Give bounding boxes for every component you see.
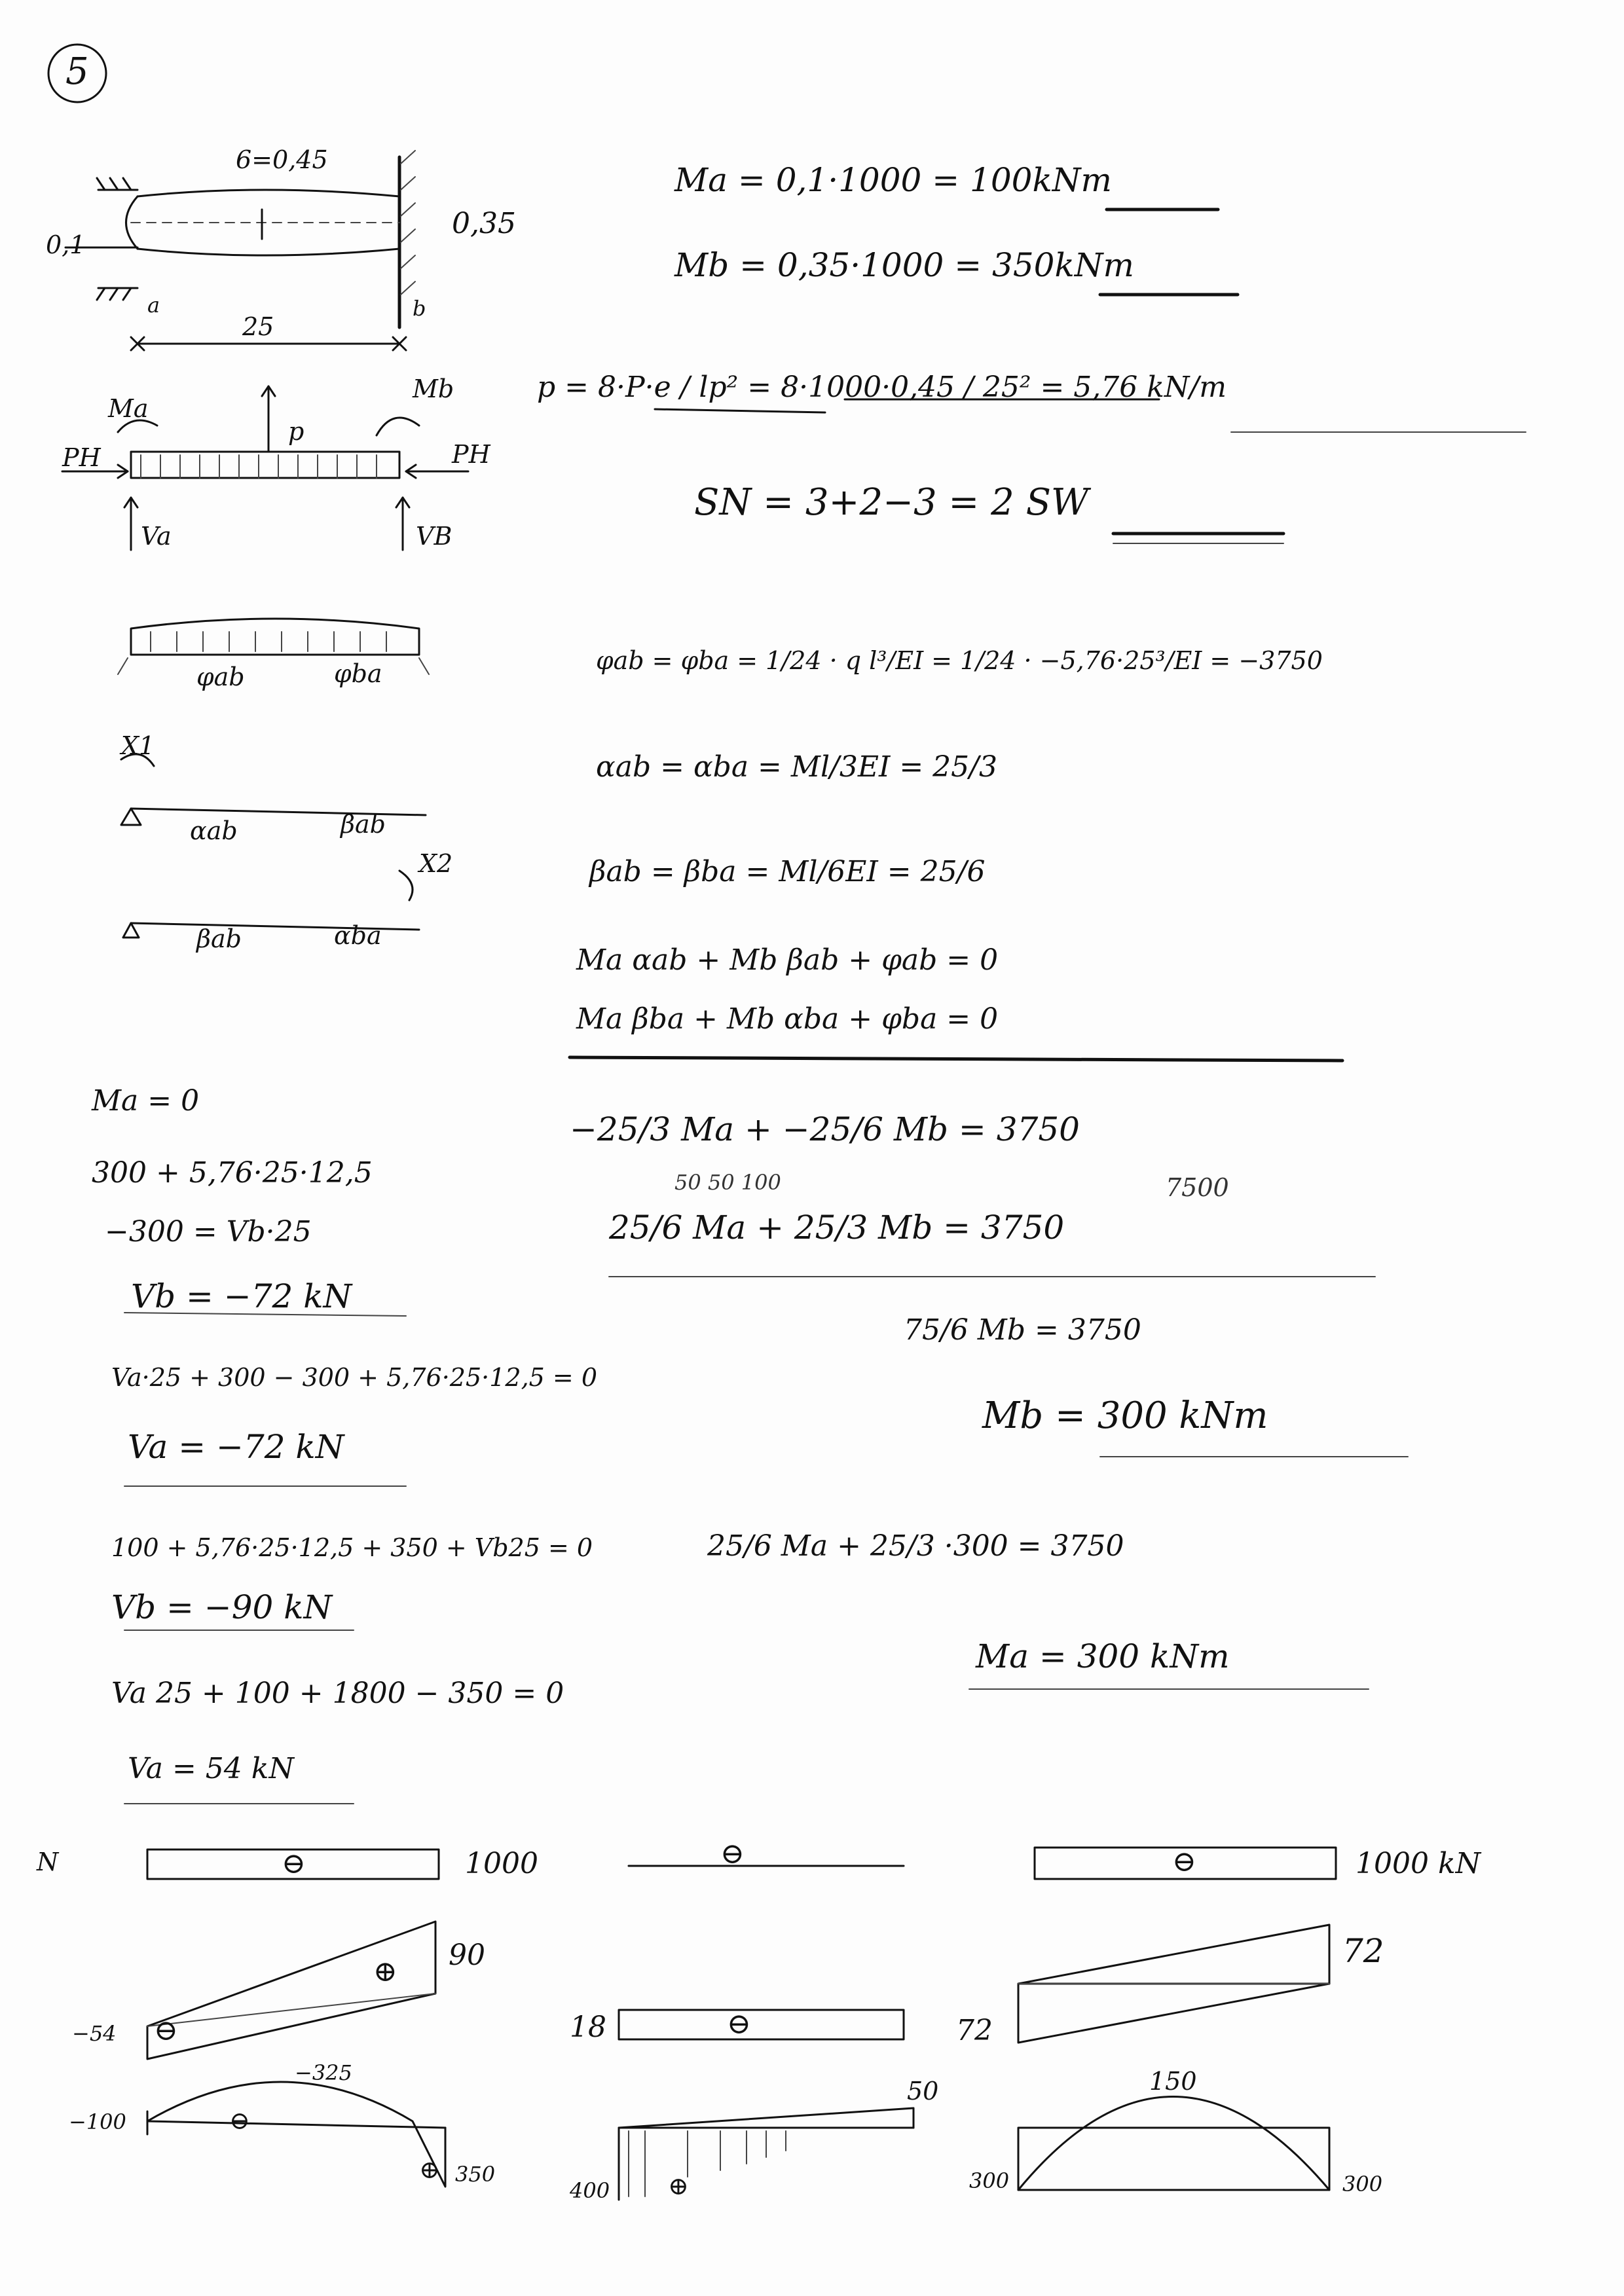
n3-sign: ⊖ bbox=[1172, 1845, 1196, 1878]
calc-line-8: Vb = −90 kN bbox=[111, 1588, 333, 1626]
p-frac-bar1 bbox=[655, 409, 825, 412]
calc-line-5: Va·25 + 300 − 300 + 5,76·25·12,5 = 0 bbox=[111, 1363, 598, 1392]
fbd-ph-right-label: PH bbox=[452, 440, 490, 469]
m1-curve bbox=[147, 2082, 445, 2187]
phi-equation: φab = φba = 1/24 · q l³/EI = 1/24 · −5,76·25³/EI = −3750 bbox=[596, 646, 1323, 675]
alpha-ba-label: αba bbox=[334, 921, 382, 950]
x1-label: X1 bbox=[121, 731, 155, 760]
m1-base bbox=[147, 2121, 445, 2128]
reduced-equation: 75/6 Mb = 3750 bbox=[904, 1313, 1141, 1347]
n3-value: 1000 kN bbox=[1356, 1847, 1481, 1880]
p-equation: p = 8·P·e / lp² = 8·1000·0,45 / 25² = 5,76 kN/m bbox=[537, 371, 1227, 404]
x2-label: X2 bbox=[419, 849, 453, 878]
node-b-label: b bbox=[413, 296, 426, 321]
v3-left-value: 72 bbox=[956, 2014, 993, 2047]
fbd-vb-label: VB bbox=[416, 522, 452, 551]
x1-support bbox=[121, 809, 141, 825]
mb-equation: Mb = 0,35·1000 = 350kNm bbox=[674, 246, 1134, 284]
fbd-ph-left-label: PH bbox=[62, 443, 101, 472]
ecc-b-label: 0,35 bbox=[452, 207, 516, 240]
x2-arc bbox=[399, 871, 413, 900]
v1-right-value: 90 bbox=[449, 1939, 485, 1972]
m3-peak-value: 150 bbox=[1149, 2067, 1197, 2096]
m2-left-value: 400 bbox=[570, 2178, 610, 2203]
top-support-hatch bbox=[97, 178, 138, 190]
m2-sign-plus: ⊕ bbox=[668, 2172, 689, 2200]
n1-sign: ⊖ bbox=[282, 1847, 306, 1880]
calc-line-9: Va 25 + 100 + 1800 − 350 = 0 bbox=[111, 1677, 564, 1710]
ecc-a-label: 0,1 bbox=[46, 230, 86, 259]
calc-line-7: 100 + 5,76·25·12,5 + 350 + Vb25 = 0 bbox=[111, 1533, 593, 1562]
v2-rect bbox=[619, 2007, 904, 2041]
v1-shape bbox=[147, 1922, 435, 2059]
back-substitution: 25/6 Ma + 25/3 ·300 = 3750 bbox=[707, 1529, 1124, 1563]
calc-line-4: Vb = −72 kN bbox=[131, 1277, 352, 1315]
compat-eq-1: Ma αab + Mb βab + φab = 0 bbox=[576, 943, 999, 977]
fbd-beam bbox=[131, 452, 399, 478]
v2-sign: ⊖ bbox=[727, 2007, 751, 2041]
mb-result: Mb = 300 kNm bbox=[982, 1394, 1268, 1437]
node-a-label: a bbox=[147, 293, 160, 318]
calc-line-6: Va = −72 kN bbox=[128, 1428, 344, 1466]
calc-line-2: 300 + 5,76·25·12,5 bbox=[92, 1156, 373, 1190]
n1-value: 1000 bbox=[465, 1847, 538, 1880]
fbd-distributed-load bbox=[141, 455, 377, 478]
calc-line-3: −300 = Vb·25 bbox=[105, 1215, 312, 1248]
compat-underline bbox=[570, 1057, 1342, 1061]
n2-sign: ⊖ bbox=[720, 1837, 745, 1870]
v1-sign-plus: ⊕ bbox=[373, 1955, 397, 1988]
phi-beam bbox=[131, 619, 419, 655]
system-eq-1: −25/3 Ma + −25/6 Mb = 3750 bbox=[570, 1110, 1080, 1148]
system-eq-2: 25/6 Ma + 25/3 Mb = 3750 bbox=[609, 1209, 1065, 1247]
alpha-ab-label: αab bbox=[190, 816, 238, 845]
fbd-ma-label: Ma bbox=[108, 394, 149, 423]
v2-left-value: 18 bbox=[570, 2011, 606, 2044]
x2-support bbox=[123, 923, 139, 938]
v3-lower bbox=[1018, 1984, 1329, 2043]
m1-left-value: −100 bbox=[69, 2109, 126, 2134]
width-label: 6=0,45 bbox=[236, 145, 328, 174]
right-wall-hatch bbox=[401, 151, 415, 295]
compat-eq-2: Ma βba + Mb αba + φba = 0 bbox=[576, 1002, 999, 1036]
phi-ab-label: φab bbox=[196, 663, 245, 691]
fbd-mb-label: Mb bbox=[413, 374, 454, 403]
phi-ba-label: φba bbox=[334, 659, 382, 688]
system-eq-2-note: 7500 bbox=[1166, 1173, 1229, 1202]
v1-sign-minus: ⊖ bbox=[154, 2014, 178, 2047]
m1-peak-value: −325 bbox=[295, 2060, 352, 2085]
m1-sign-plus: ⊕ bbox=[419, 2155, 440, 2184]
calc-line-1: Ma = 0 bbox=[92, 1084, 200, 1118]
calc-line-10: Va = 54 kN bbox=[128, 1752, 294, 1785]
beta-ab-label: βab bbox=[341, 810, 386, 839]
sn-equation: SN = 3+2−3 = 2 SW bbox=[694, 481, 1089, 524]
phi-supports bbox=[118, 658, 429, 674]
ma-equation: Ma = 0,1·1000 = 100kNm bbox=[674, 161, 1112, 199]
m3-left-value: 300 bbox=[969, 2168, 1010, 2193]
m3-right-value: 300 bbox=[1342, 2172, 1383, 2196]
bottom-support-hatch bbox=[97, 288, 138, 300]
phi-load-marks bbox=[151, 632, 386, 651]
m1-sign-minus: ⊖ bbox=[229, 2106, 250, 2135]
system-eq-1-note: 50 50 100 bbox=[674, 1170, 781, 1195]
v3-upper bbox=[1018, 1925, 1329, 1984]
v3-right-value: 72 bbox=[1342, 1932, 1384, 1970]
m2-hatch bbox=[629, 2131, 786, 2200]
beam-top-edge bbox=[138, 190, 399, 196]
fbd-va-label: Va bbox=[141, 522, 172, 551]
m1-right-value: 350 bbox=[455, 2162, 496, 2187]
span-label: 25 bbox=[242, 312, 274, 341]
m3-curve bbox=[1018, 2097, 1329, 2191]
beam-bottom-edge bbox=[138, 249, 399, 255]
ma-result: Ma = 300 kNm bbox=[976, 1637, 1230, 1675]
beta-ab-2-label: βab bbox=[196, 924, 242, 953]
n-diagram-marker: N bbox=[37, 1848, 59, 1876]
v1-left-value: −54 bbox=[72, 2021, 117, 2046]
alpha-equation: αab = αba = Ml/3EI = 25/3 bbox=[596, 750, 997, 784]
m3-rect bbox=[1018, 2128, 1329, 2190]
m2-right-value: 50 bbox=[907, 2077, 939, 2105]
fbd-mb-arc bbox=[377, 418, 419, 435]
problem-number: 5 bbox=[65, 50, 89, 93]
beta-equation: βab = βba = Ml/6EI = 25/6 bbox=[589, 855, 986, 888]
fbd-p-label: p bbox=[288, 417, 304, 446]
